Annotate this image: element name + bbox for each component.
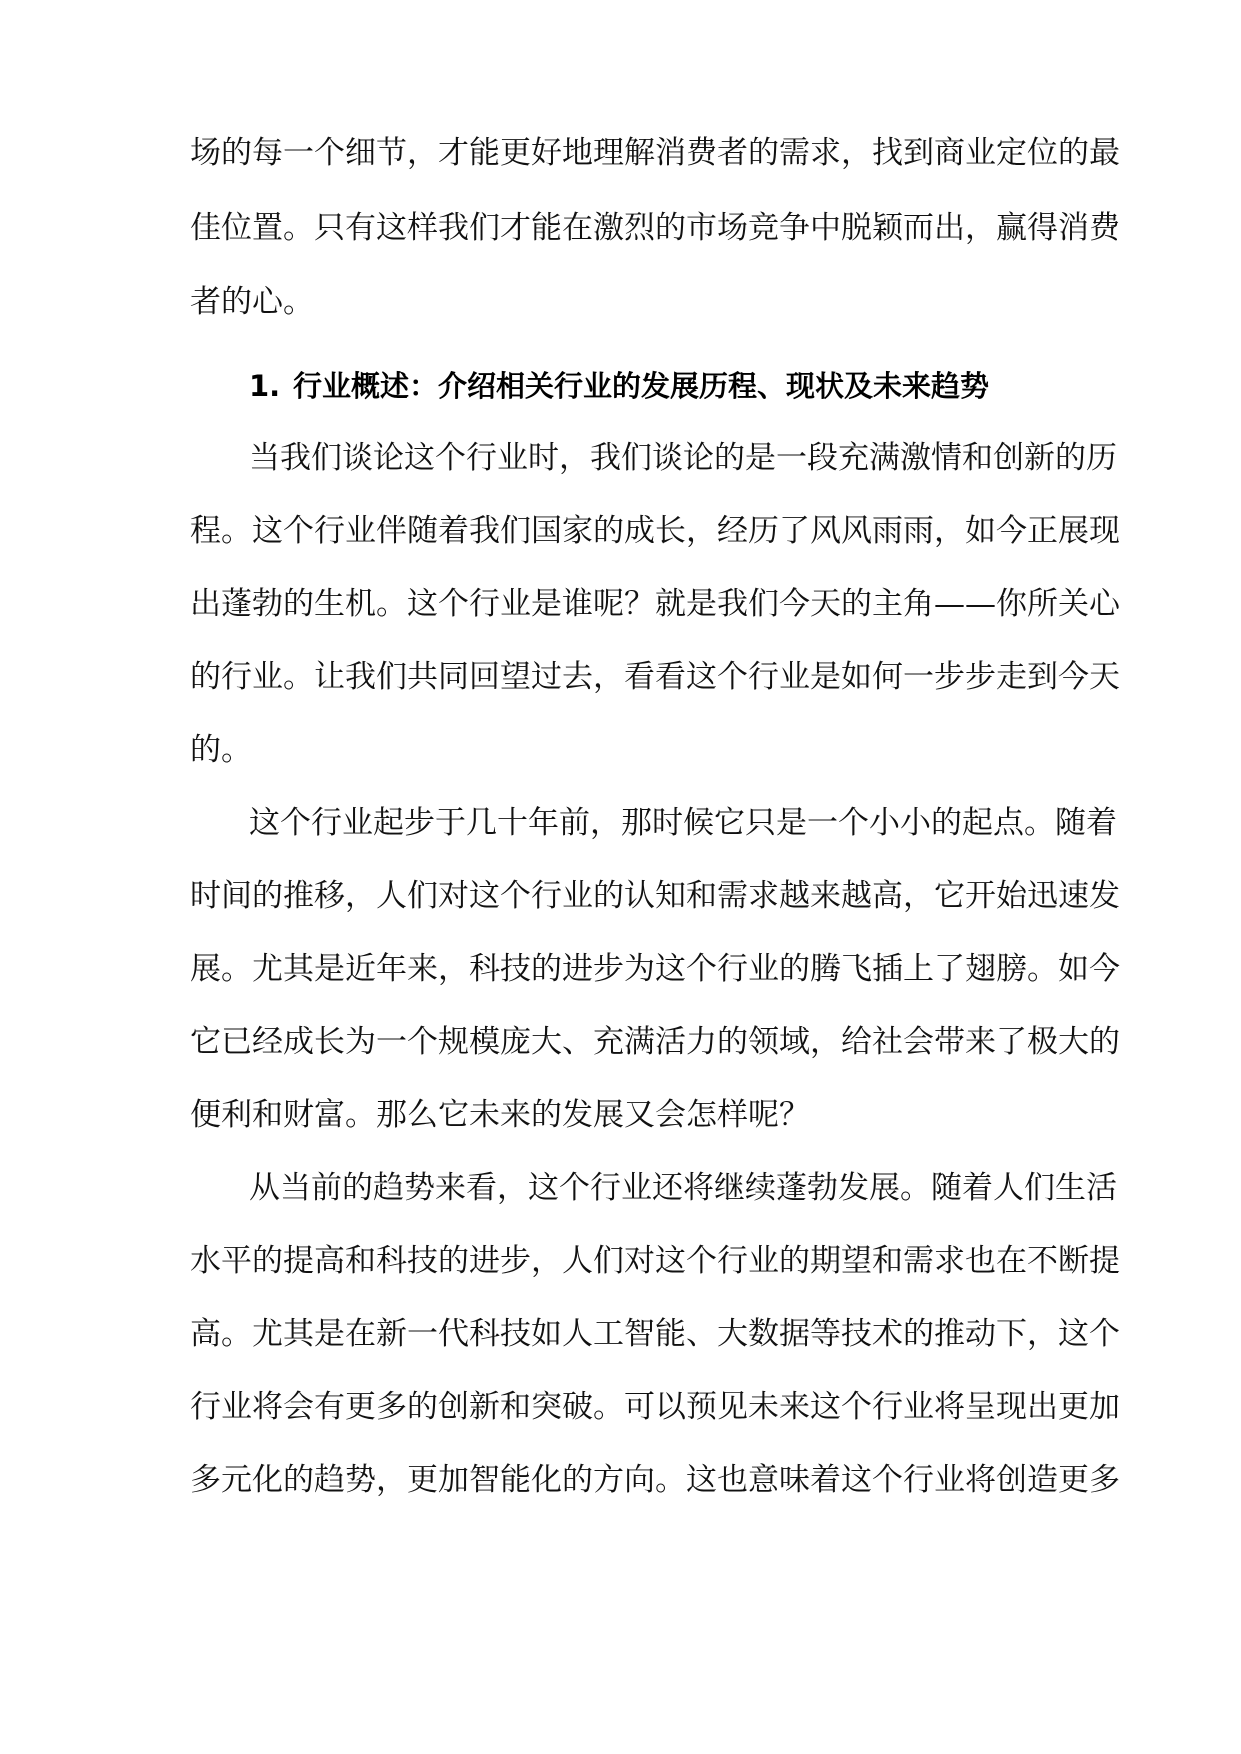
paragraph-2-line-5: 便利和财富。那么它未来的发展又会怎样呢？ <box>190 1097 810 1133</box>
section-heading <box>249 366 1050 406</box>
intro-line-2: 佳位置。只有这样我们才能在激烈的市场竞争中脱颖而出，赢得消费 <box>190 210 1120 246</box>
paragraph-1-line-5: 的。 <box>190 732 252 768</box>
paragraph-3-line-4: 行业将会有更多的创新和突破。可以预见未来这个行业将呈现出更加 <box>190 1389 1120 1425</box>
paragraph-3-line-1: 从当前的趋势来看，这个行业还将继续蓬勃发展。随着人们生活 <box>249 1170 1117 1206</box>
section-title: 行业概述：介绍相关行业的发展历程、现状及未来趋势 <box>293 369 990 403</box>
paragraph-3-line-2: 水平的提高和科技的进步，人们对这个行业的期望和需求也在不断提 <box>190 1243 1120 1279</box>
paragraph-2-line-1: 这个行业起步于几十年前，那时候它只是一个小小的起点。随着 <box>249 805 1117 841</box>
paragraph-3-line-5: 多元化的趋势，更加智能化的方向。这也意味着这个行业将创造更多 <box>190 1462 1120 1498</box>
paragraph-1-line-1: 当我们谈论这个行业时，我们谈论的是一段充满激情和创新的历 <box>249 440 1117 476</box>
paragraph-2-line-2: 时间的推移，人们对这个行业的认知和需求越来越高，它开始迅速发 <box>190 878 1120 914</box>
intro-line-3: 者的心。 <box>190 284 314 320</box>
paragraph-1-line-3: 出蓬勃的生机。这个行业是谁呢？就是我们今天的主角——你所关心 <box>190 586 1120 622</box>
paragraph-1-line-4: 的行业。让我们共同回望过去，看看这个行业是如何一步步走到今天 <box>190 659 1120 695</box>
section-number: 1. <box>249 369 281 403</box>
paragraph-2-line-4: 它已经成长为一个规模庞大、充满活力的领域，给社会带来了极大的 <box>190 1024 1120 1060</box>
paragraph-3-line-3: 高。尤其是在新一代科技如人工智能、大数据等技术的推动下，这个 <box>190 1316 1120 1352</box>
intro-line-1: 场的每一个细节，才能更好地理解消费者的需求，找到商业定位的最 <box>190 135 1120 171</box>
paragraph-1-line-2: 程。这个行业伴随着我们国家的成长，经历了风风雨雨，如今正展现 <box>190 513 1120 549</box>
paragraph-2-line-3: 展。尤其是近年来，科技的进步为这个行业的腾飞插上了翅膀。如今 <box>190 951 1120 987</box>
